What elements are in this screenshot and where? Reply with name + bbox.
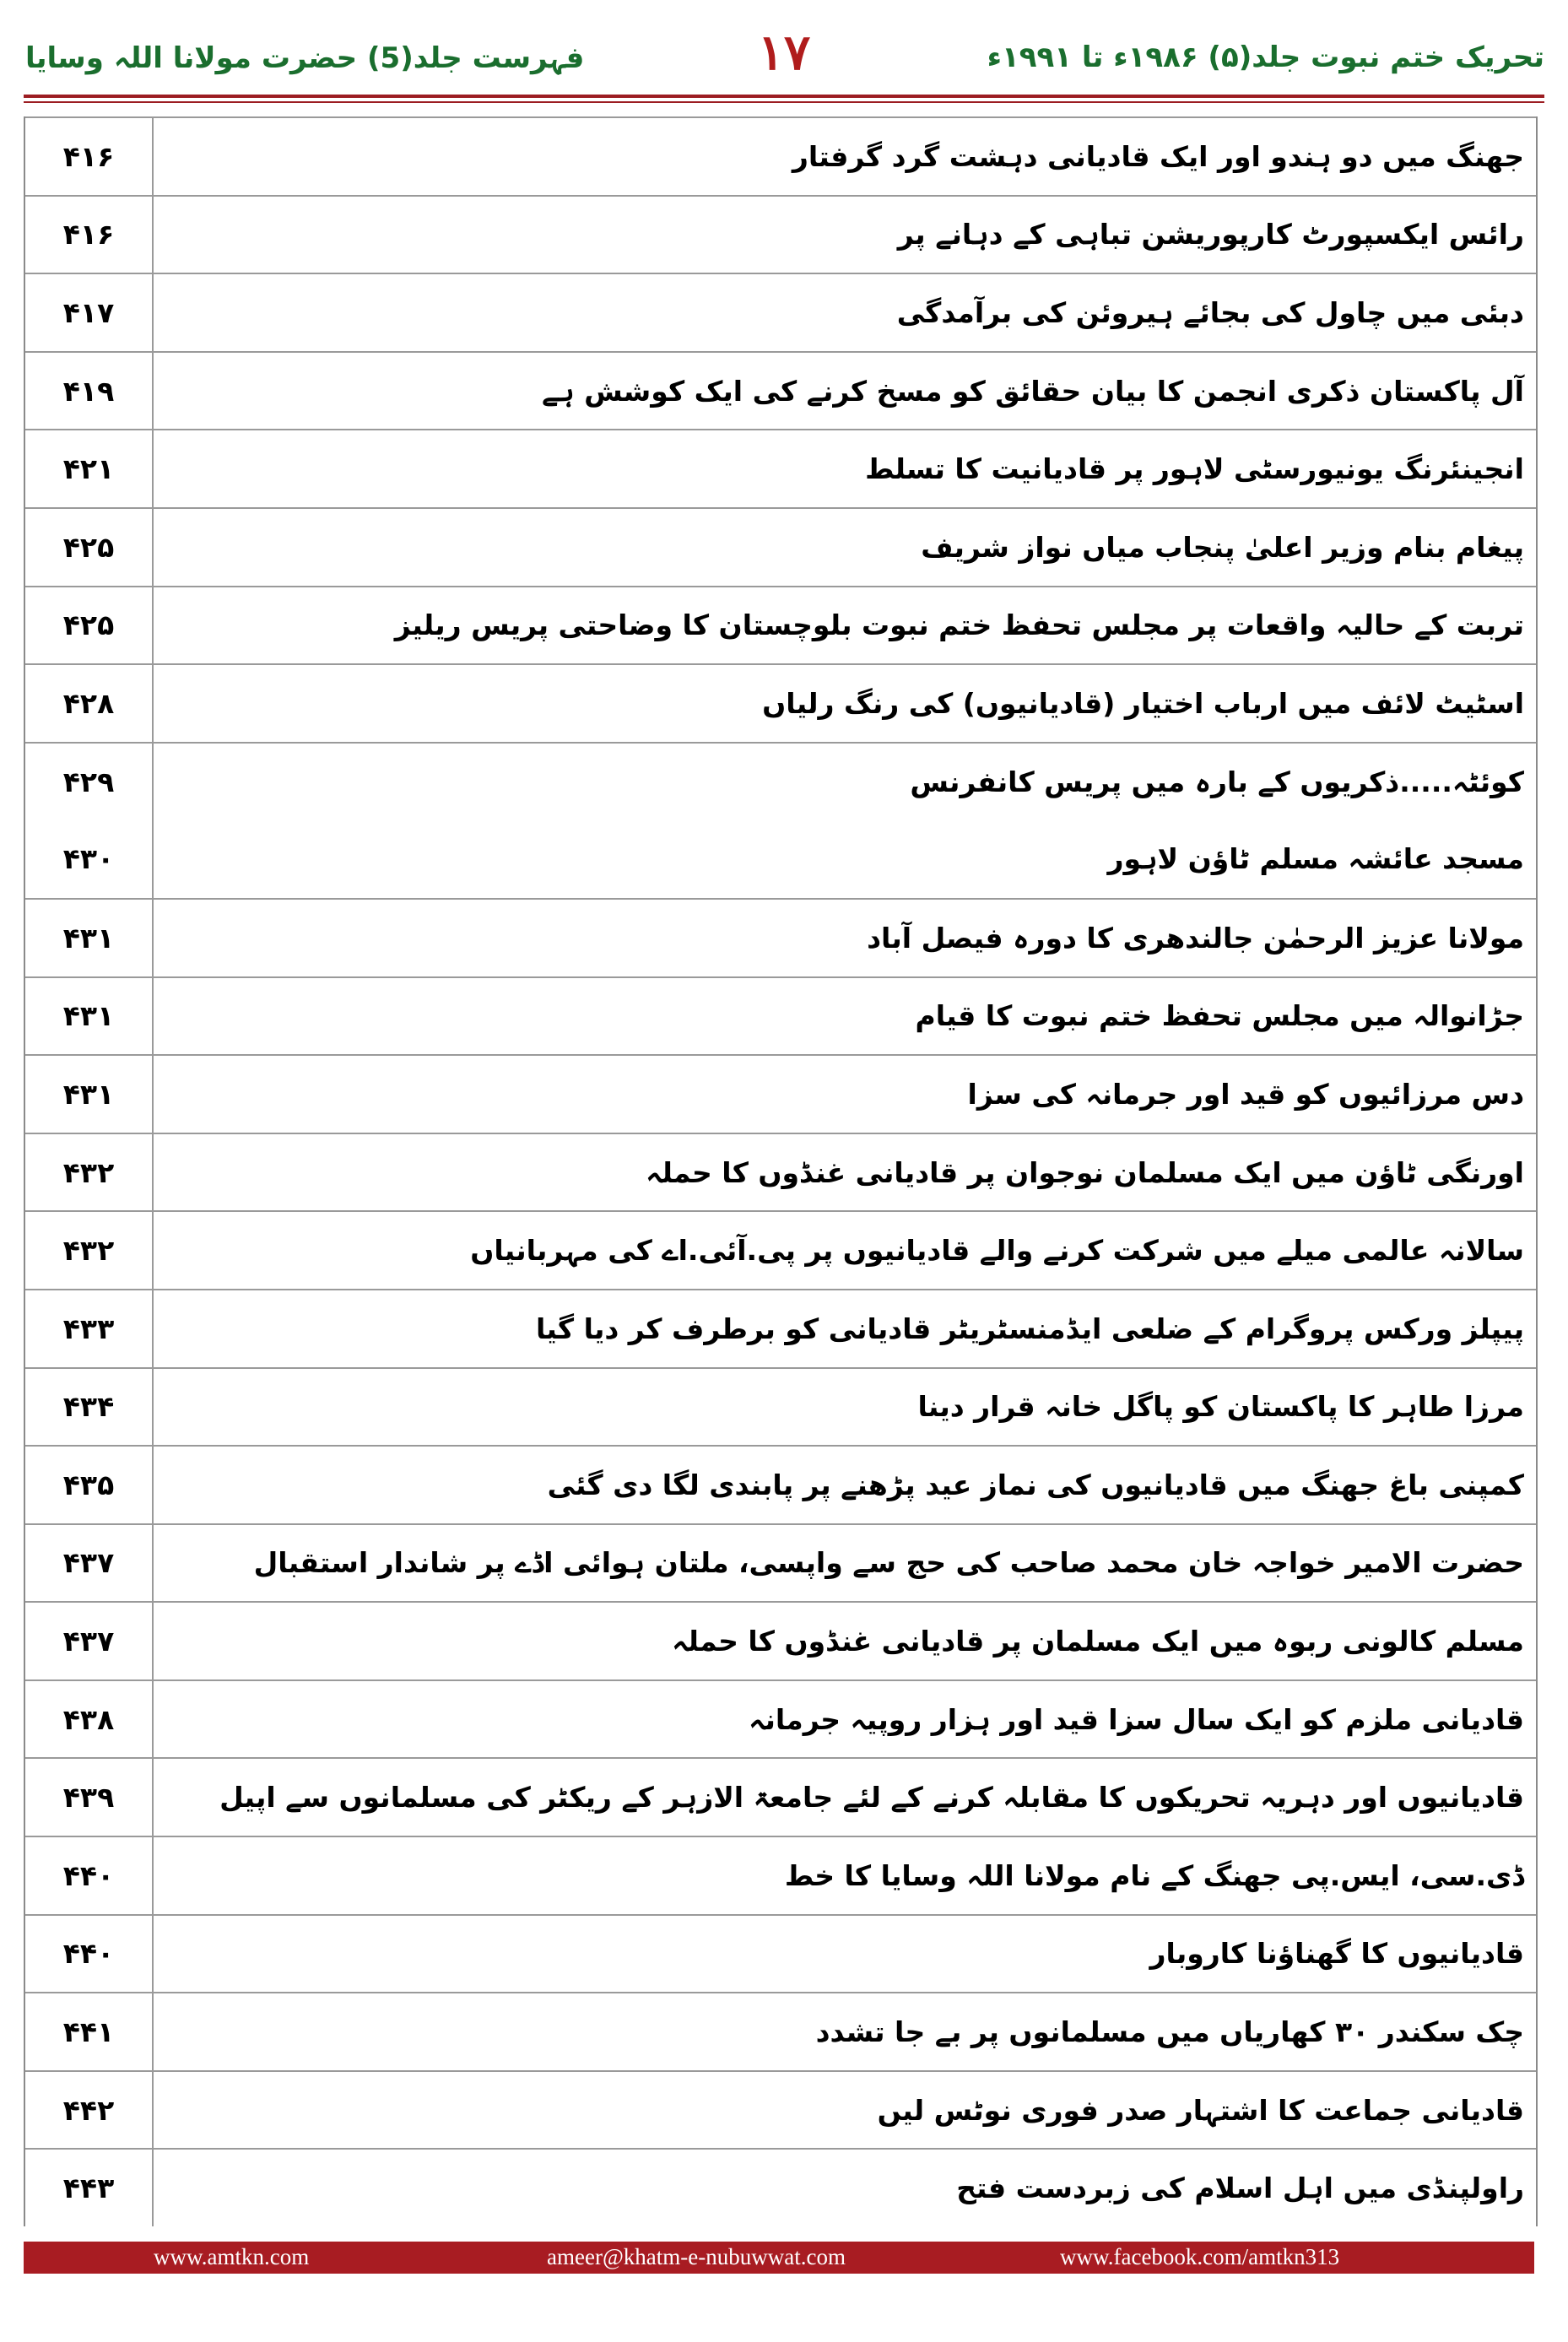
toc-entry-page: ۴۴۰ (25, 1916, 154, 1993)
toc-entry-page: ۴۱۷ (25, 274, 154, 351)
toc-entry-title: چک سکندر ۳۰ کھاریاں میں مسلمانوں پر بے جا تشدد (815, 2015, 1524, 2049)
toc-row (25, 663, 1536, 742)
toc-entry-title: سالانہ عالمی میلے میں شرکت کرنے والے قادیانیوں پر پی.آئی.اے کی مہربانیاں (470, 1234, 1524, 1268)
header-volume-author: فہرست جلد(5) حضرت مولانا اللہ وسایا (25, 41, 585, 75)
toc-row (25, 1679, 1536, 1758)
toc-entry-page: ۴۱۹ (25, 353, 154, 430)
toc-entry-title: مرزا طاہر کا پاکستان کو پاگل خانہ قرار دینا (917, 1390, 1524, 1424)
toc-row (25, 976, 1536, 1055)
footer-facebook-link[interactable]: www.facebook.com/amtkn313 (1060, 2244, 1340, 2269)
toc-row (25, 819, 1536, 898)
toc-row (25, 586, 1536, 664)
toc-row (25, 1210, 1536, 1289)
toc-entry-title: رائس ایکسپورٹ کارپوریشن تباہی کے دہانے پر (897, 218, 1524, 252)
header-book-title: تحریک ختم نبوت جلد(۵) ۱۹۸۶ء تا ۱۹۹۱ء (987, 41, 1544, 74)
toc-entry-page: ۴۳۹ (25, 1759, 154, 1836)
toc-row (25, 116, 1536, 195)
toc-entry-page: ۴۴۰ (25, 1837, 154, 1914)
toc-entry-title: حضرت الامیر خواجہ خان محمد صاحب کی حج سے واپسی، ملتان ہوائی اڈے پر شاندار استقبال (253, 1546, 1524, 1580)
toc-entry-page: ۴۳۴ (25, 1369, 154, 1446)
toc-entry-title: کوئٹہ.....ذکریوں کے بارہ میں پریس کانفرنس (910, 765, 1524, 798)
toc-entry-title: پیغام بنام وزیر اعلیٰ پنجاب میاں نواز شریف (921, 530, 1524, 564)
footer-website-link[interactable]: www.amtkn.com (154, 2244, 310, 2269)
toc-entry-title: مسجد عائشہ مسلم ٹاؤن لاہور (1107, 842, 1524, 876)
toc-entry-page: ۴۲۵ (25, 509, 154, 586)
toc-entry-title: آل پاکستان ذکری انجمن کا بیان حقائق کو مسخ کرنے کی ایک کوشش ہے (542, 374, 1524, 408)
page-number: ۱۷ (757, 24, 811, 81)
toc-entry-title: کمپنی باغ جھنگ میں قادیانیوں کی نماز عید پڑھنے پر پابندی لگا دی گئی (547, 1468, 1524, 1501)
toc-row (25, 1445, 1536, 1523)
toc-entry-page: ۴۳۵ (25, 1447, 154, 1523)
toc-entry-title: اسٹیٹ لائف میں ارباب اختیار (قادیانیوں) کی رنگ رلیاں (762, 686, 1524, 720)
header-rule-thin (24, 101, 1544, 103)
toc-row (25, 1836, 1536, 1914)
toc-entry-page: ۴۳۷ (25, 1525, 154, 1602)
toc-entry-page: ۴۳۸ (25, 1681, 154, 1758)
toc-entry-title: قادیانی ملزم کو ایک سال سزا قید اور ہزار روپیہ جرمانہ (749, 1702, 1524, 1736)
toc-row (25, 1054, 1536, 1133)
toc-row (25, 507, 1536, 586)
toc-entry-title: انجینئرنگ یونیورسٹی لاہور پر قادیانیت کا تسلط (865, 452, 1524, 486)
toc-row (25, 1367, 1536, 1446)
toc-entry-page: ۴۲۸ (25, 665, 154, 742)
footer-email-link[interactable]: ameer@khatm-e-nubuwwat.com (547, 2244, 846, 2269)
toc-entry-page: ۴۴۱ (25, 1993, 154, 2070)
toc-row (25, 1992, 1536, 2070)
toc-row (25, 273, 1536, 351)
toc-entry-page: ۴۴۲ (25, 2072, 154, 2149)
toc-entry-title: دس مرزائیوں کو قید اور جرمانہ کی سزا (967, 1077, 1524, 1111)
toc-table (24, 116, 1538, 2226)
toc-entry-page: ۴۳۲ (25, 1134, 154, 1211)
toc-entry-title: جڑانوالہ میں مجلس تحفظ ختم نبوت کا قیام (915, 999, 1524, 1033)
toc-row (25, 742, 1536, 820)
toc-row (25, 898, 1536, 976)
toc-entry-page: ۴۴۳ (25, 2150, 154, 2226)
toc-entry-page: ۴۱۶ (25, 197, 154, 273)
toc-entry-page: ۴۳۲ (25, 1212, 154, 1289)
page-header (0, 0, 1568, 101)
toc-entry-page: ۴۳۱ (25, 900, 154, 976)
toc-entry-page: ۴۳۰ (25, 819, 154, 898)
toc-row (25, 195, 1536, 273)
toc-entry-title: دبئی میں چاول کی بجائے ہیروئن کی برآمدگی (896, 295, 1524, 329)
page-footer (24, 2242, 1534, 2274)
toc-row (25, 351, 1536, 430)
toc-entry-page: ۴۱۶ (25, 118, 154, 195)
toc-entry-title: قادیانیوں کا گھناؤنا کاروبار (1149, 1937, 1524, 1971)
toc-entry-page: ۴۲۹ (25, 744, 154, 820)
toc-entry-title: قادیانی جماعت کا اشتہار صدر فوری نوٹس لیں (877, 2093, 1524, 2127)
toc-entry-page: ۴۳۱ (25, 978, 154, 1055)
toc-entry-title: تربت کے حالیہ واقعات پر مجلس تحفظ ختم نبوت بلوچستان کا وضاحتی پریس ریلیز (394, 608, 1524, 642)
toc-row (25, 429, 1536, 507)
toc-row (25, 1133, 1536, 1211)
toc-entry-page: ۴۳۱ (25, 1056, 154, 1133)
toc-row (25, 1289, 1536, 1367)
toc-row (25, 1914, 1536, 1993)
toc-entry-title: اورنگی ٹاؤن میں ایک مسلمان نوجوان پر قادیانی غنڈوں کا حملہ (646, 1155, 1524, 1189)
toc-entry-title: قادیانیوں اور دہریہ تحریکوں کا مقابلہ کرنے کے لئے جامعۃ الازہر کے ریکٹر کی مسلمانوں سے اپیل (219, 1781, 1524, 1815)
toc-row (25, 2148, 1536, 2226)
toc-row (25, 1523, 1536, 1602)
toc-row (25, 1601, 1536, 1679)
toc-entry-title: مولانا عزیز الرحمٰن جالندھری کا دورہ فیصل آباد (867, 921, 1524, 955)
toc-entry-page: ۴۳۷ (25, 1603, 154, 1679)
header-rule (24, 95, 1544, 98)
toc-entry-title: مسلم کالونی ربوہ میں ایک مسلمان پر قادیانی غنڈوں کا حملہ (672, 1625, 1524, 1658)
toc-entry-title: پیپلز ورکس پروگرام کے ضلعی ایڈمنسٹریٹر قادیانی کو برطرف کر دیا گیا (536, 1312, 1524, 1345)
toc-entry-page: ۴۲۵ (25, 587, 154, 664)
toc-entry-title: راولپنڈی میں اہل اسلام کی زبردست فتح (956, 2172, 1524, 2205)
toc-row (25, 2070, 1536, 2149)
toc-entry-page: ۴۳۳ (25, 1290, 154, 1367)
toc-row (25, 1757, 1536, 1836)
toc-entry-title: جھنگ میں دو ہندو اور ایک قادیانی دہشت گرد گرفتار (792, 139, 1524, 173)
toc-entry-title: ڈی.سی، ایس.پی جھنگ کے نام مولانا اللہ وسایا کا خط (784, 1858, 1524, 1892)
toc-entry-page: ۴۲۱ (25, 430, 154, 507)
